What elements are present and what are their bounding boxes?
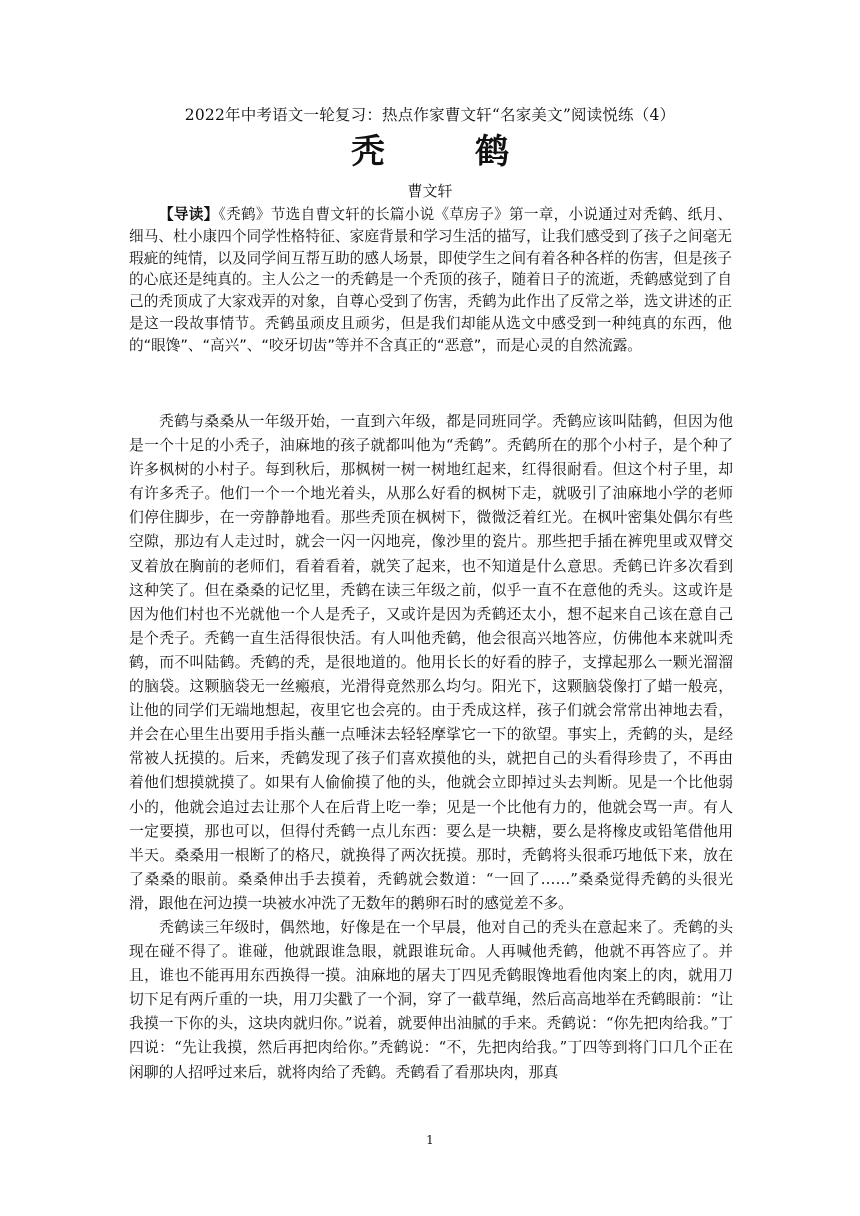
body-paragraph-1: 秃鹤与桑桑从一年级开始，一直到六年级，都是同班同学。秃鹤应该叫陆鹤，但因为他是一个十足的小秃子，油麻地的孩子就都叫他为“秃鹤”。秃鹤所在的那个小村子，是个种了许多枫树的小村子。每到秋后，那枫树一树一树地红起来，红得很耐看。但这个村子里，却有许多秃子。他们一个一个地光着头，从那么好看的枫树下走，就吸引了油麻地小学的老师们停住脚步，在一旁静静地看。那些秃顶在枫树下，微微泛着红光。在枫叶密集处偶尔有些空隙，那边有人走过时，就会一闪一闪地亮，像沙里的瓷片。那些把手插在裤兜里或双臂交叉着放在胸前的老师们，看着看着，就笑了起来，也不知道是什么意思。秃鹤已许多次看到这种笑了。但在桑桑的记忆里，秃鹤在读三年级之前，似乎一直不在意他的秃头。这或许是因为他们村也不光就他一个人是秃子，又或许是因为秃鹤还太小，想不起来自己该在意自己是个秃子。秃鹤一直生活得很快活。有人叫他秃鹤，他会很高兴地答应，仿佛他本来就叫秃鹤，而不叫陆鹤。秃鹤的秃，是很地道的。他用长长的好看的脖子，支撑起那么一颗光溜溜的脑袋。这颗脑袋无一丝瘢痕，光滑得竟然那么均匀。阳光下，这颗脑袋像打了蜡一般亮，让他的同学们无端地想起，夜里它也会亮的。由于秃成这样，孩子们就会常常出神地去看，并会在心里生出要用手指头蘸一点唾沫去轻轻摩挲它一下的欲望。事实上，秃鹤的头，是经常被人抚摸的。后来，秃鹤发现了孩子们喜欢摸他的头，就把自己的头看得珍贵了，不再由着他们想摸就摸了。如果有人偷偷摸了他的头，他就会立即掉过头去判断。见是一个比他弱小的，他就会追过去让那个人在后背上吃一拳；见是一个比他有力的，他就会骂一声。有人一定要摸，那也可以，但得付秃鹤一点儿东西：要么是一块糖，要么是将橡皮或铅笔借他用半天。桑桑用一根断了的格尺，就换得了两次抚摸。那时，秃鹤将头很乖巧地低下来，放在了桑桑的眼前。桑桑伸出手去摸着，秃鹤就会数道：“一回了……”桑桑觉得秃鹤的头很光滑，跟他在河边摸一块被水冲洗了无数年的鹅卵石时的感觉差不多。 [129,413,733,912]
guide-paragraph [129,204,732,357]
article-title: 秃 鹤 [351,132,537,172]
article-author: 曹文轩 [407,182,453,200]
article-body [129,410,733,1085]
body-paragraph-2: 秃鹤读三年级时，偶然地，好像是在一个早晨，他对自己的秃头在意起来了。秃鹤的头现在碰不得了。谁碰，他就跟谁急眼，就跟谁玩命。人再喊他秃鹤，他就不再答应了。并且，谁也不能再用东西换得一摸。油麻地的屠夫丁四见秃鹤眼馋地看他肉案上的肉，就用刀切下足有两斤重的一块，用刀尖戳了一个洞，穿了一截草绳，然后高高地举在秃鹤眼前：“让我摸一下你的头，这块肉就归你。”说着，就要伸出油腻的手来。秃鹤说：“你先把肉给我。”丁四说：“先让我摸，然后再把肉给你。”秃鹤说：“不，先把肉给我。”丁四等到将门口几个正在闲聊的人招呼过来后，就将肉给了秃鹤。秃鹤看了看那块肉，那真 [129,918,733,1081]
page-number: 1 [426,1133,434,1147]
document-header-title: 2022年中考语文一轮复习：热点作家曹文轩“名家美文”阅读悦练（4） [184,106,676,124]
guide-text: 《秃鹤》节选自曹文轩的长篇小说《草房子》第一章，小说通过对秃鹤、纸月、细马、杜小康四个同学性格特征、家庭背景和学习生活的描写，让我们感受到了孩子之间毫无瑕疵的纯情，以及同学间互帮互助的感人场景，即使学生之间有着各种各样的伤害，但是孩子的心底还是纯真的。主人公之一的秃鹤是一个秃顶的孩子，随着日子的流逝，秃鹤感觉到了自己的秃顶成了大家戏弄的对象，自尊心受到了伤害，秃鹤为此作出了反常之举，选文讲述的正是这一段故事情节。秃鹤虽顽皮且顽劣，但是我们却能从选文中感受到一种纯真的东西，他的“眼馋”、“高兴”、“咬牙切齿”等并不含真正的“恶意”，而是心灵的自然流露。 [129,206,732,354]
guide-label: 【导读】 [159,206,219,223]
